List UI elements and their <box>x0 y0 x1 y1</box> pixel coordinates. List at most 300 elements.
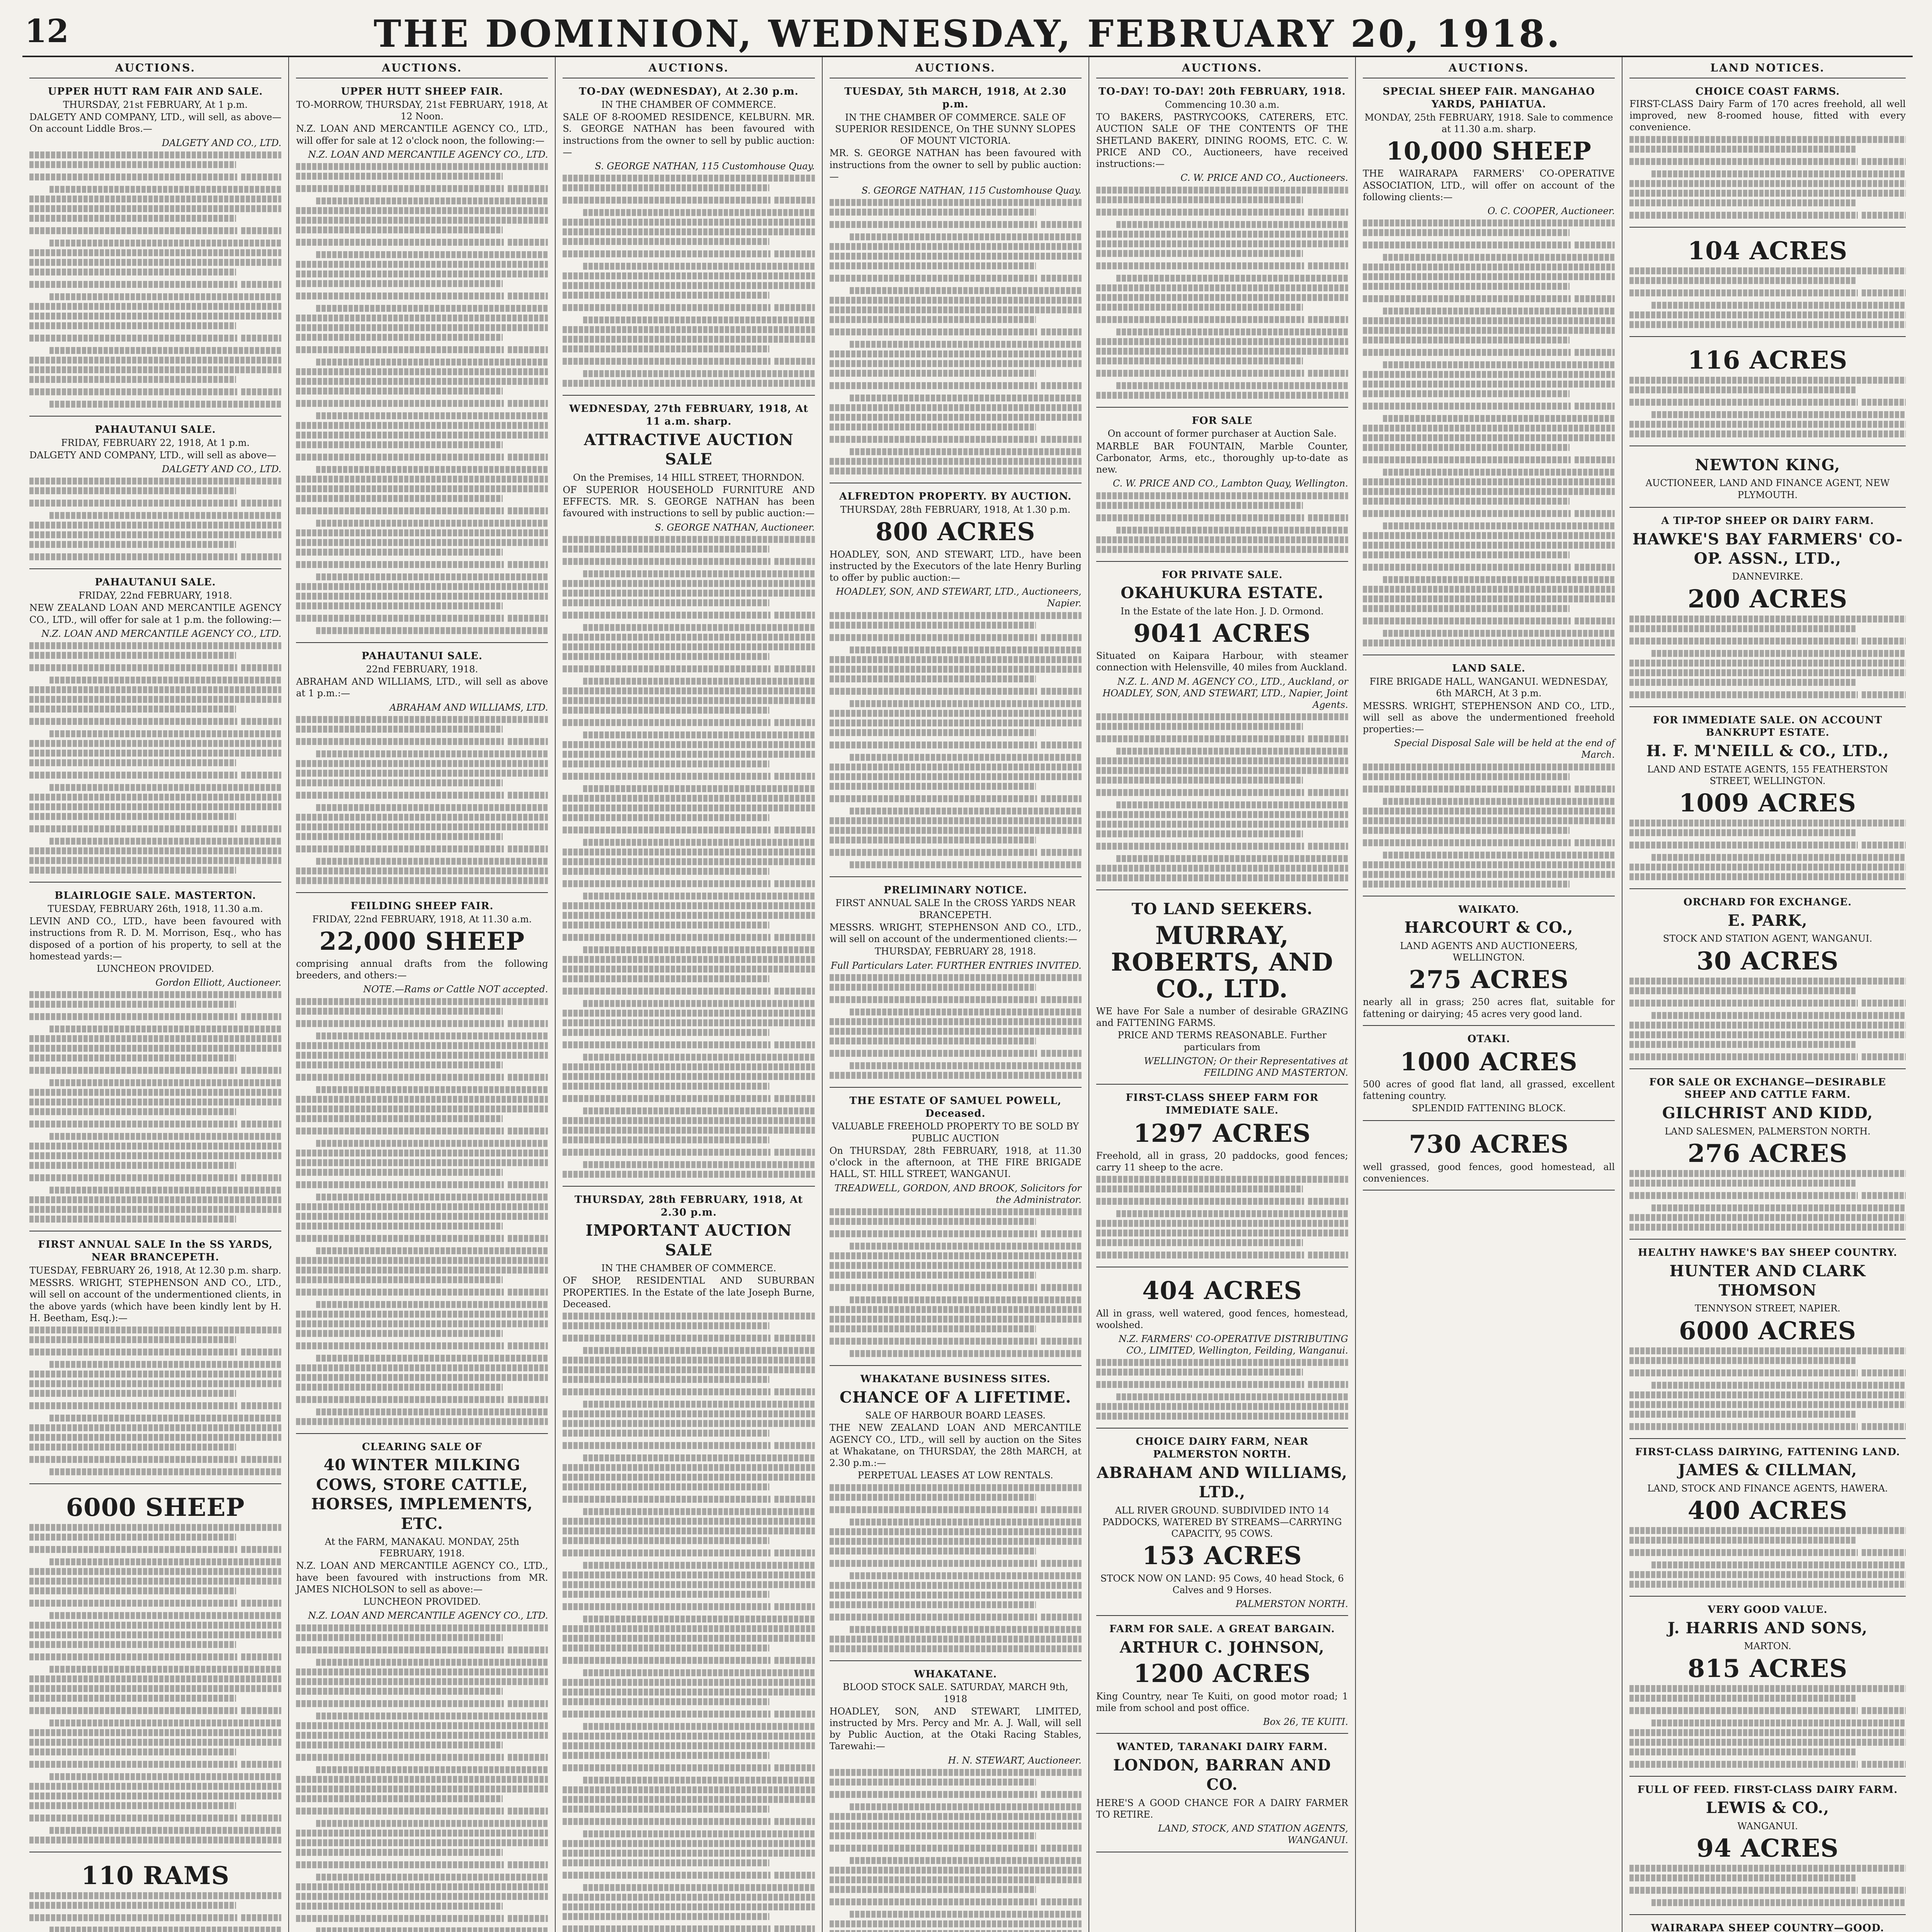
text-line <box>563 1376 769 1383</box>
text-line <box>1629 820 1906 827</box>
text-line <box>830 685 1082 697</box>
text-line <box>830 433 1082 446</box>
text-line <box>1096 502 1303 509</box>
text-line <box>563 1496 770 1503</box>
text-line <box>49 1558 281 1565</box>
text-line <box>1862 1000 1906 1007</box>
text-line <box>583 570 815 577</box>
text-line <box>241 388 281 395</box>
text-line <box>1629 669 1906 676</box>
text-line <box>296 378 548 385</box>
ad-heading: THE ESTATE OF SAMUEL POWELL, Deceased. <box>849 1095 1062 1119</box>
text-line <box>296 1393 548 1406</box>
text-line <box>241 825 281 832</box>
text-line <box>830 729 1036 736</box>
text-line <box>563 1850 815 1857</box>
text-line <box>29 664 237 671</box>
text-line <box>296 716 548 723</box>
text-line <box>1116 855 1348 862</box>
text-line <box>563 1591 769 1598</box>
text-line <box>1096 1230 1348 1236</box>
text-line <box>563 1708 815 1720</box>
text-line <box>29 686 281 693</box>
text-line <box>29 1336 236 1343</box>
text-line <box>563 1518 815 1525</box>
text-line <box>830 710 1082 717</box>
text-line <box>1041 795 1081 802</box>
text-line <box>1096 338 1348 345</box>
text-line <box>830 793 1082 805</box>
text-line <box>1363 381 1615 388</box>
text-line <box>1116 1393 1348 1400</box>
ad-heading: THURSDAY, 28th FEBRUARY, 1918, At 2.30 p.m. <box>574 1194 803 1218</box>
text-line <box>830 846 1082 859</box>
text-line <box>583 785 815 792</box>
text-line <box>1041 742 1081 748</box>
text-line <box>563 751 815 758</box>
text-line <box>1363 478 1615 485</box>
text-line <box>563 849 815 855</box>
ad-signature: ABRAHAM AND WILLIAMS, LTD. <box>389 702 548 713</box>
text-line <box>830 1047 1082 1060</box>
advertisement <box>1096 1620 1348 1734</box>
text-line <box>29 215 236 222</box>
text-line <box>296 1223 503 1230</box>
text-line <box>1363 425 1615 432</box>
text-line <box>1383 308 1615 315</box>
text-line <box>1862 1761 1906 1768</box>
text-line <box>563 1762 815 1774</box>
text-line <box>850 1857 1082 1864</box>
text-line <box>1041 996 1081 1003</box>
text-line <box>1651 1899 1906 1906</box>
text-line <box>583 1347 815 1354</box>
text-line <box>1363 488 1615 495</box>
text-line <box>774 1442 815 1449</box>
text-line <box>774 719 815 726</box>
text-line <box>49 240 281 247</box>
text-line <box>29 205 281 212</box>
text-line <box>296 182 548 195</box>
text-line <box>29 478 281 485</box>
advertisement <box>830 1370 1082 1661</box>
text-line <box>774 1925 815 1932</box>
text-line <box>316 750 548 757</box>
text-line <box>1116 382 1348 389</box>
text-line <box>563 1752 769 1759</box>
text-line <box>296 236 548 248</box>
advertisement <box>1096 412 1348 562</box>
text-line <box>29 1172 281 1184</box>
text-line <box>241 1013 281 1020</box>
text-line <box>29 161 236 168</box>
text-line <box>1096 357 1303 364</box>
text-line <box>774 1764 815 1771</box>
text-line <box>563 1386 815 1398</box>
text-line <box>1629 1411 1856 1418</box>
text-line <box>29 269 236 276</box>
text-line <box>1862 158 1906 165</box>
text-line <box>1116 328 1348 335</box>
text-line <box>1096 1239 1303 1246</box>
headline-figure: 94 ACRES <box>1696 1834 1839 1863</box>
text-line <box>29 794 281 801</box>
text-line <box>1116 527 1348 534</box>
text-line <box>241 1546 281 1553</box>
ad-heading: FOR IMMEDIATE SALE. ON ACCOUNT BANKRUPT ESTATE. <box>1653 714 1883 739</box>
text-line <box>774 773 815 780</box>
text-line <box>29 1578 281 1585</box>
column-3 <box>556 57 822 1932</box>
text-line <box>1575 564 1615 571</box>
ad-subheading: BLOOD STOCK SALE. SATURDAY, MARCH 9th, 1918 <box>842 1682 1068 1704</box>
text-line <box>508 1074 548 1081</box>
text-line <box>241 772 281 779</box>
text-line <box>563 1657 770 1664</box>
ad-subheading: WANGANUI. <box>1737 1820 1798 1832</box>
text-line <box>1096 723 1303 730</box>
text-line <box>296 495 503 502</box>
text-line <box>850 287 1082 294</box>
text-line <box>563 1095 770 1102</box>
ad-body-text: DALGETY AND COMPANY, LTD., will sell as above— <box>29 449 276 461</box>
text-line <box>1629 212 1857 219</box>
text-line <box>583 1562 815 1569</box>
text-line <box>316 412 548 419</box>
advertisement <box>1096 894 1348 1085</box>
text-line <box>563 197 770 204</box>
text-line <box>296 454 504 461</box>
text-line <box>1096 294 1348 301</box>
text-line <box>830 1813 1082 1820</box>
text-line <box>1363 561 1615 573</box>
text-line <box>508 738 548 745</box>
column-heading: AUCTIONS. <box>1096 60 1348 78</box>
text-line <box>563 1903 815 1910</box>
text-line <box>1096 512 1348 524</box>
text-line <box>296 1374 548 1381</box>
text-line <box>29 1346 281 1358</box>
text-line <box>296 845 504 852</box>
text-line <box>563 248 815 260</box>
text-line <box>563 1547 815 1559</box>
text-line <box>563 1092 815 1105</box>
ad-signature: N.Z. LOAN AND MERCANTILE AGENCY CO., LTD. <box>308 149 548 160</box>
headline-figure: 104 ACRES <box>1687 236 1848 265</box>
text-line <box>296 400 504 407</box>
text-line <box>296 602 503 609</box>
ad-signature: WELLINGTON; Or their Representatives at FEILDING AND MASTERTON. <box>1144 1055 1348 1078</box>
text-line <box>830 1325 1036 1332</box>
text-line <box>29 823 281 835</box>
text-line <box>296 1915 504 1922</box>
text-line <box>296 451 548 463</box>
text-line <box>29 1758 281 1770</box>
text-line <box>563 878 815 890</box>
ad-notice: STOCK NOW ON LAND: 95 Cows, 40 head Stock, 6 Calves and 9 Horses. <box>1100 1573 1344 1595</box>
text-line <box>1363 327 1615 334</box>
text-line <box>830 297 1082 304</box>
text-line <box>1096 1198 1304 1205</box>
page-number: 12 <box>25 13 69 50</box>
text-line <box>508 185 548 192</box>
text-line <box>1629 691 1857 698</box>
text-line <box>29 1001 236 1008</box>
ad-subheading: DANNEVIRKE. <box>1732 571 1803 582</box>
advertiser-name: ABRAHAM AND WILLIAMS, LTD., <box>1097 1463 1348 1502</box>
text-line <box>563 1711 770 1718</box>
text-line <box>1629 199 1856 206</box>
text-line <box>1096 1369 1303 1376</box>
text-line <box>830 1779 1036 1786</box>
text-line <box>563 326 815 333</box>
text-line <box>1308 316 1348 323</box>
ad-signature: N.Z. LOAN AND MERCANTILE AGENCY CO., LTD. <box>308 1610 548 1621</box>
text-line <box>1629 1685 1906 1692</box>
text-line <box>830 742 1037 748</box>
headline-figure: 800 ACRES <box>875 517 1036 547</box>
text-line <box>563 1698 769 1705</box>
text-line <box>296 1020 504 1027</box>
text-line <box>1363 532 1615 539</box>
text-line <box>29 1118 281 1130</box>
text-line <box>1308 735 1348 742</box>
text-line <box>850 1572 1082 1579</box>
text-line <box>830 350 1082 357</box>
ad-heading: ALFREDTON PROPERTY. BY AUCTION. <box>839 491 1072 503</box>
advertisement <box>1096 566 1348 891</box>
ad-heading: TUESDAY, 5th MARCH, 1918, At 2.30 p.m. <box>844 86 1067 111</box>
ad-subheading: LAND AGENTS AND AUCTIONEERS, WELLINGTON. <box>1400 940 1578 963</box>
text-line <box>29 1707 237 1714</box>
text-line <box>29 1400 281 1412</box>
text-line <box>296 324 548 331</box>
ad-notice: PERPETUAL LEASES AT LOW RENTALS. <box>857 1470 1053 1481</box>
text-line <box>29 171 281 183</box>
masthead <box>22 10 1913 57</box>
text-line <box>1096 262 1304 269</box>
text-line <box>563 966 815 973</box>
text-line <box>830 1316 1082 1323</box>
text-line <box>29 1704 281 1717</box>
text-line <box>563 301 815 314</box>
text-line <box>563 1127 815 1134</box>
text-line <box>1096 367 1348 379</box>
text-line <box>316 1194 548 1201</box>
text-line <box>1629 289 1857 296</box>
text-line <box>296 583 548 590</box>
text-line <box>1363 808 1615 815</box>
text-line <box>1651 1382 1906 1389</box>
ad-heading: FIRST ANNUAL SALE In the SS YARDS, NEAR BRANCEPETH. <box>38 1239 273 1264</box>
text-line <box>296 239 504 246</box>
text-line <box>29 313 281 320</box>
text-line <box>29 1793 281 1799</box>
text-line <box>29 1327 281 1333</box>
ad-body-text: HOADLEY, SON, AND STEWART, LTD., have been instructed by the Executors of the late Henry Burling to offer by public auction:— <box>829 549 1082 583</box>
ad-subheading: Commencing 10.30 a.m. <box>1165 99 1279 111</box>
text-line <box>296 368 548 375</box>
text-line <box>830 688 1037 695</box>
text-line <box>1096 1413 1348 1420</box>
ad-heading: VERY GOOD VALUE. <box>1708 1604 1828 1616</box>
text-line <box>1096 196 1303 203</box>
text-line <box>1096 392 1348 399</box>
headline-figure: 1297 ACRES <box>1133 1119 1311 1148</box>
text-line <box>583 1830 815 1837</box>
text-line <box>29 1089 281 1096</box>
ad-heading: FARM FOR SALE. A GREAT BARGAIN. <box>1109 1623 1335 1635</box>
ad-heading: ORCHARD FOR EXCHANGE. <box>1683 896 1852 908</box>
text-line <box>29 173 237 180</box>
text-line <box>563 304 770 311</box>
text-line <box>1629 839 1906 851</box>
text-line <box>29 366 281 373</box>
text-line <box>1041 849 1081 856</box>
text-line <box>850 1911 1082 1918</box>
text-line <box>563 536 815 543</box>
text-line <box>830 306 1082 313</box>
text-line <box>316 573 548 580</box>
advertisement <box>1363 82 1615 655</box>
text-line <box>830 379 1082 392</box>
text-line <box>1363 403 1571 410</box>
text-line <box>296 1776 548 1783</box>
text-line <box>508 293 548 299</box>
text-line <box>1629 386 1856 393</box>
text-line <box>1096 865 1348 872</box>
column-4 <box>823 57 1089 1932</box>
text-line <box>1096 786 1348 799</box>
text-line <box>830 1338 1037 1345</box>
text-line <box>241 1456 281 1463</box>
text-line <box>296 539 548 546</box>
text-line <box>1308 209 1348 216</box>
text-line <box>1383 254 1615 261</box>
text-line <box>1629 311 1906 318</box>
text-line <box>774 1095 815 1102</box>
text-line <box>830 675 1036 682</box>
text-line <box>1575 617 1615 624</box>
text-line <box>296 1678 548 1685</box>
text-line <box>563 1410 815 1417</box>
text-line <box>296 476 548 483</box>
text-line <box>1363 283 1570 290</box>
text-line <box>29 1035 281 1042</box>
text-line <box>296 270 548 277</box>
text-line <box>296 1668 548 1675</box>
text-line <box>29 1631 281 1638</box>
text-line <box>1629 1180 1856 1187</box>
ad-subheading: TUESDAY, FEBRUARY 26, 1918, At 12.30 p.m. sharp. <box>29 1265 281 1276</box>
text-line <box>830 382 1037 389</box>
text-line <box>1629 864 1906 871</box>
text-line <box>1862 1423 1906 1430</box>
headline-figure: 6000 SHEEP <box>66 1493 245 1522</box>
text-line <box>1363 615 1615 627</box>
text-line <box>1575 242 1615 248</box>
text-line <box>316 1408 548 1415</box>
text-line <box>583 1777 815 1784</box>
ad-body-text: Freehold, all in grass, 20 paddocks, good fences; carry 11 sheep to the acre. <box>1096 1150 1348 1173</box>
headline-figure: 1200 ACRES <box>1133 1659 1311 1689</box>
text-line <box>296 726 503 733</box>
text-line <box>1363 264 1615 270</box>
text-line <box>1629 421 1906 428</box>
ad-signature: Box 26, TE KUITI. <box>1263 1716 1348 1727</box>
text-line <box>296 1903 503 1910</box>
advertisement <box>1096 1271 1348 1429</box>
text-line <box>296 1096 548 1103</box>
text-line <box>563 1041 770 1048</box>
text-line <box>563 250 770 257</box>
text-line <box>563 773 770 780</box>
text-line <box>583 1161 815 1168</box>
text-line <box>241 281 281 288</box>
text-line <box>563 1689 815 1696</box>
ad-heading: FIRST-CLASS SHEEP FARM FOR IMMEDIATE SALE. <box>1126 1092 1319 1117</box>
text-line <box>563 665 770 672</box>
text-line <box>774 1711 815 1718</box>
text-line <box>296 1340 548 1352</box>
text-line <box>296 1808 504 1815</box>
text-line <box>296 612 548 624</box>
advertiser-name: OKAHUKURA ESTATE. <box>1121 584 1324 602</box>
text-line <box>296 1017 548 1030</box>
text-line <box>1363 349 1571 356</box>
ad-heading: HEALTHY HAWKE'S BAY SHEEP COUNTRY. <box>1638 1247 1898 1259</box>
ad-heading: UPPER HUTT SHEEP FAIR. <box>341 86 503 98</box>
text-line <box>850 1519 1082 1526</box>
text-line <box>296 1700 504 1707</box>
text-line <box>830 622 1036 629</box>
text-line <box>563 824 815 836</box>
text-line <box>1096 1403 1348 1410</box>
text-line <box>296 1203 548 1210</box>
text-line <box>830 1335 1082 1347</box>
text-line <box>830 1645 1082 1652</box>
text-line <box>1096 316 1304 323</box>
text-line <box>563 599 769 606</box>
text-line <box>29 1453 281 1466</box>
text-line <box>29 825 237 832</box>
ad-heading: FIRST-CLASS DAIRYING, FATTENING LAND. <box>1635 1446 1900 1458</box>
text-line <box>29 772 237 779</box>
text-line <box>1363 764 1615 770</box>
text-line <box>563 609 815 621</box>
newspaper-title: THE DOMINION, WEDNESDAY, FEBRUARY 20, 1918. <box>373 12 1562 56</box>
ad-subheading: ALL RIVER GROUND. SUBDIVIDED INTO 14 PADDOCKS, WATERED BY STREAMS—CARRYING CAPACITY, 95 COWS. <box>1102 1505 1342 1539</box>
headline-figure: 153 ACRES <box>1142 1541 1302 1571</box>
text-line <box>1629 1748 1856 1755</box>
text-line <box>296 422 548 429</box>
text-line <box>1651 1561 1906 1568</box>
text-line <box>774 250 815 257</box>
text-line <box>583 1616 815 1622</box>
text-line <box>563 1146 815 1158</box>
text-line <box>1041 1230 1081 1237</box>
text-line <box>1096 536 1348 543</box>
ad-subheading: LAND AND ESTATE AGENTS, 155 FEATHERSTON STREET, WELLINGTON. <box>1647 764 1888 786</box>
text-line <box>29 1162 236 1169</box>
text-line <box>29 151 281 158</box>
text-line <box>1096 348 1348 355</box>
text-line <box>774 988 815 995</box>
text-line <box>508 615 548 622</box>
text-line <box>1096 840 1348 852</box>
text-line <box>1862 399 1906 406</box>
text-line <box>563 1366 815 1373</box>
